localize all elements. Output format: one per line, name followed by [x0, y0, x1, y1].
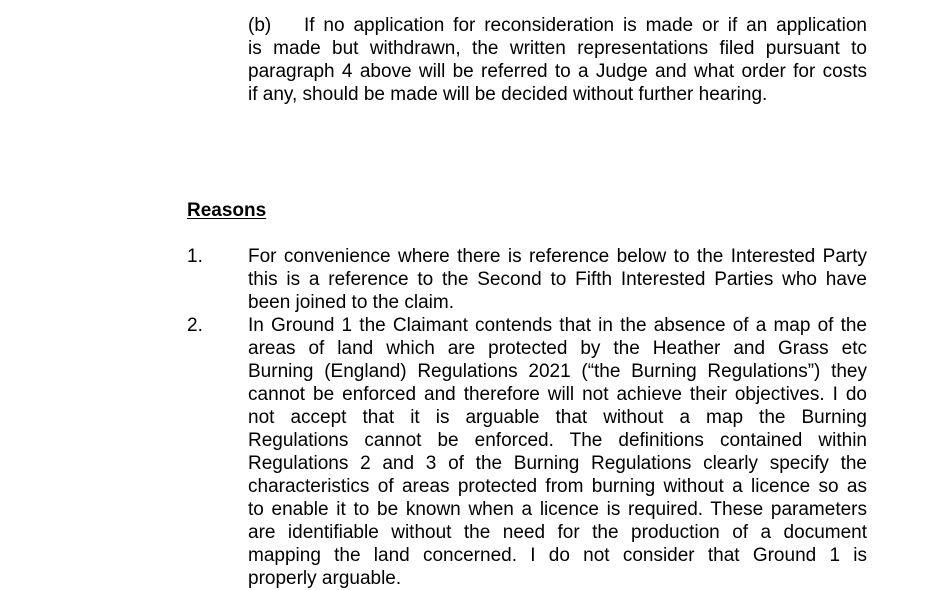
paragraph-number: 1. [187, 246, 203, 267]
paragraph-line: cannot be enforced and therefore will not achieve their objectives. I do [248, 384, 867, 405]
paragraph-line: properly arguable. [248, 568, 402, 589]
paragraph-line: areas of land which are protected by the Heather and Grass etc [248, 338, 867, 359]
reason-paragraph-2 [248, 314, 867, 590]
paragraph-line: are identifiable without the need for the production of a document [248, 522, 867, 543]
paragraph-line: characteristics of areas protected from burning without a licence so as [248, 476, 867, 497]
paragraph-line: been joined to the claim. [248, 292, 454, 313]
reasons-heading: Reasons [187, 200, 267, 221]
reason-paragraph-1 [248, 245, 867, 314]
paragraph-line: mapping the land concerned. I do not consider that Ground 1 is [248, 545, 867, 566]
sub-item-line [248, 14, 867, 37]
paragraph-line: For convenience where there is reference below to the Interested Party [248, 246, 867, 267]
sub-item-text: If no application for reconsideration is made or if an application [304, 15, 867, 36]
paragraph-line: In Ground 1 the Claimant contends that in the absence of a map of the [248, 315, 867, 336]
sub-item-line: is made but withdrawn, the written representations filed pursuant to [248, 38, 867, 59]
sub-item-line: paragraph 4 above will be referred to a Judge and what order for costs [248, 61, 867, 82]
paragraph-number: 2. [187, 315, 203, 336]
paragraph-line: Burning (England) Regulations 2021 (“the Burning Regulations”) they [248, 361, 867, 382]
paragraph-line: Regulations cannot be enforced. The definitions contained within [248, 430, 867, 451]
order-sub-item-b [248, 14, 867, 106]
sub-item-label: (b) [248, 15, 272, 36]
paragraph-line: to enable it to be known when a licence is required. These parameters [248, 499, 867, 520]
paragraph-line: not accept that it is arguable that without a map the Burning [248, 407, 867, 428]
sub-item-line: if any, should be made will be decided without further hearing. [248, 84, 768, 105]
paragraph-line: this is a reference to the Second to Fifth Interested Parties who have [248, 269, 867, 290]
paragraph-line: Regulations 2 and 3 of the Burning Regulations clearly specify the [248, 453, 867, 474]
